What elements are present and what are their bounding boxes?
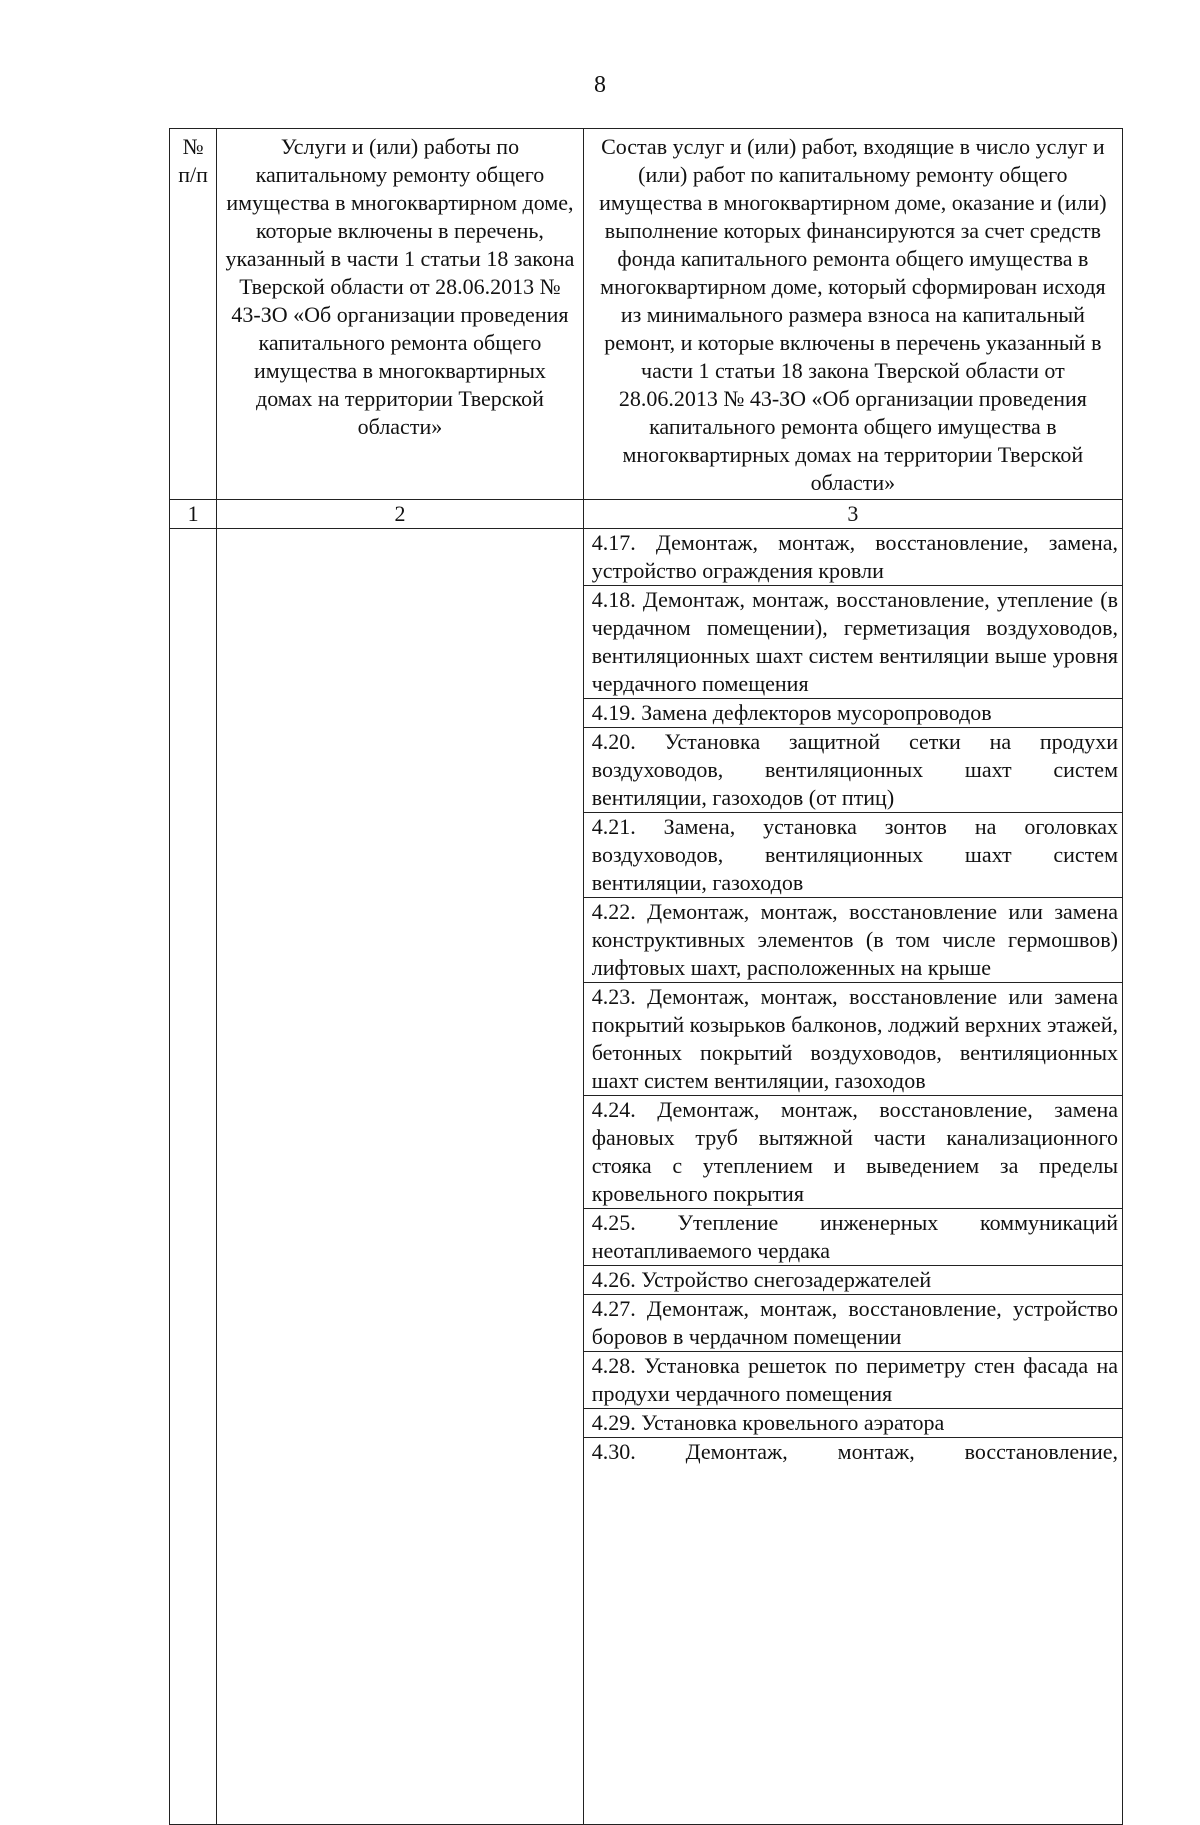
table-body-row bbox=[170, 529, 1123, 1825]
list-item: 4.20. Установка защитной сетки на продухи воздуховодов, вентиляционных шахт систем вентиляции, газоходов (от птиц) bbox=[584, 728, 1122, 813]
table-header-row bbox=[170, 129, 1123, 500]
capital-repair-table bbox=[169, 128, 1123, 1825]
list-item: 4.17. Демонтаж, монтаж, восстановление, замена, устройство ограждения кровли bbox=[584, 529, 1122, 586]
list-item: 4.23. Демонтаж, монтаж, восстановление или замена покрытий козырьков балконов, лоджий верхних этажей, бетонных покрытий воздуховодов, вентиляционных шахт систем вентиляции, газоходов bbox=[584, 983, 1122, 1096]
column-number-3: 3 bbox=[583, 500, 1122, 529]
empty-services-cell bbox=[217, 529, 584, 1825]
list-item: 4.27. Демонтаж, монтаж, восстановление, устройство боровов в чердачном помещении bbox=[584, 1295, 1122, 1352]
list-item: 4.28. Установка решеток по периметру стен фасада на продухи чердачного помещения bbox=[584, 1352, 1122, 1409]
column-number-1: 1 bbox=[170, 500, 217, 529]
empty-number-cell bbox=[170, 529, 217, 1825]
header-composition-column: Состав услуг и (или) работ, входящие в число услуг и (или) работ по капитальному ремонту общего имущества в многоквартирном доме, оказание и (или) выполнение которых финансируются за счет средств фонда капитального ремонта общего имущества в многоквартирном доме, который сформирован исходя из минимального размера взноса на капитальный ремонт, и которые включены в перечень указанный в части 1 статьи 18 закона Тверской области от 28.06.2013 № 43-ЗО «Об организации проведения капитального ремонта общего имущества в многоквартирных домах на территории Тверской области» bbox=[583, 129, 1122, 500]
list-item: 4.21. Замена, установка зонтов на оголовках воздуховодов, вентиляционных шахт систем вентиляции, газоходов bbox=[584, 813, 1122, 898]
column-numbering-row bbox=[170, 500, 1123, 529]
list-item: 4.19. Замена дефлекторов мусоропроводов bbox=[584, 699, 1122, 728]
list-item: 4.30. Демонтаж, монтаж, восстановление, bbox=[591, 1439, 1118, 1464]
header-number-column: № п/п bbox=[170, 129, 217, 500]
list-item: 4.24. Демонтаж, монтаж, восстановление, замена фановых труб вытяжной части канализационного стояка с утеплением и выведением за пределы кровельного покрытия bbox=[584, 1096, 1122, 1209]
list-item: 4.25. Утепление инженерных коммуникаций неотапливаемого чердака bbox=[584, 1209, 1122, 1266]
items-cell bbox=[583, 529, 1122, 1825]
list-item: 4.18. Демонтаж, монтаж, восстановление, утепление (в чердачном помещении), герметизация воздуховодов, вентиляционных шахт систем вентиляции выше уровня чердачного помещения bbox=[584, 586, 1122, 699]
list-item: 4.26. Устройство снегозадержателей bbox=[584, 1266, 1122, 1295]
list-item: 4.29. Установка кровельного аэратора bbox=[584, 1409, 1122, 1438]
list-item: 4.22. Демонтаж, монтаж, восстановление или замена конструктивных элементов (в том числе гермошвов) лифтовых шахт, расположенных на крыше bbox=[584, 898, 1122, 983]
header-services-column: Услуги и (или) работы по капитальному ремонту общего имущества в многоквартирном доме, которые включены в перечень, указанный в части 1 статьи 18 закона Тверской области от 28.06.2013 № 43-ЗО «Об организации проведения капитального ремонта общего имущества в многоквартирных домах на территории Тверской области» bbox=[217, 129, 584, 500]
column-number-2: 2 bbox=[217, 500, 584, 529]
page-number: 8 bbox=[594, 72, 606, 98]
